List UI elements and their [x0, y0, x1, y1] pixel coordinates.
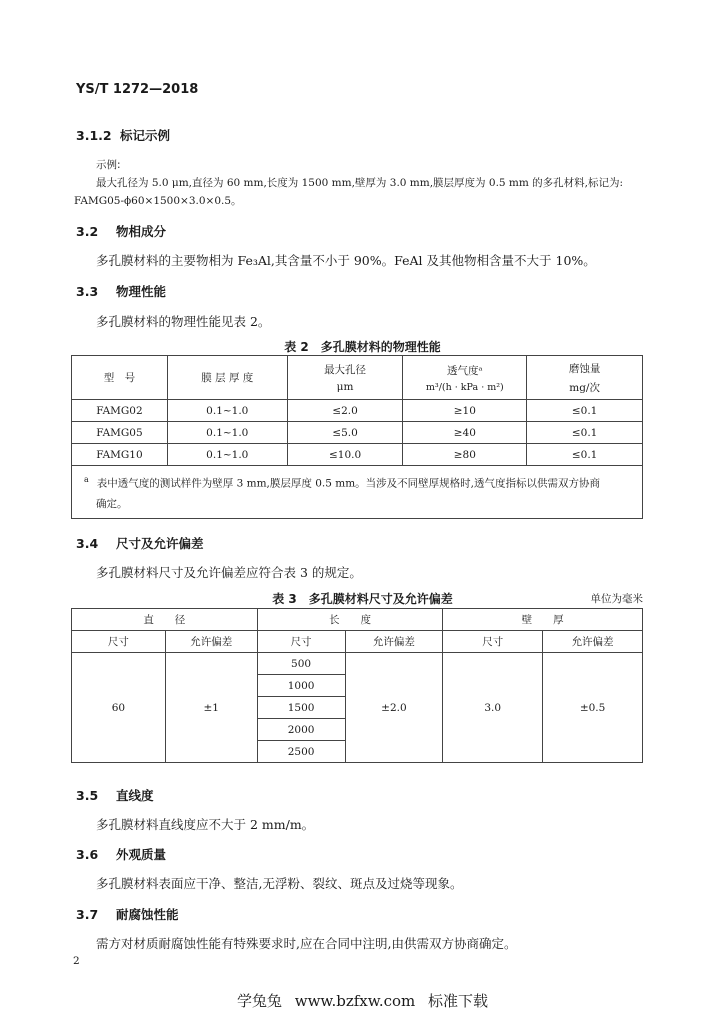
section-number: 3.3 — [76, 284, 99, 299]
subheader: 尺寸 — [443, 631, 543, 653]
cell: ≤5.0 — [287, 422, 403, 444]
cell: FAMG10 — [72, 444, 168, 466]
header-model: 型 号 — [72, 356, 168, 400]
example-line-2: FAMG05-ϕ60×1500×3.0×0.5。 — [74, 195, 242, 207]
section-title: 外观质量 — [116, 847, 167, 862]
header-max-pore-label: 最大孔径 — [324, 364, 367, 376]
subheader: 尺寸 — [257, 631, 345, 653]
section-3-5-text: 多孔膜材料直线度应不大于 2 mm/m。 — [96, 817, 315, 832]
group-diameter: 直 径 — [72, 609, 258, 631]
footer-site: 学兔兔 — [236, 992, 282, 1010]
section-3-7-heading — [76, 905, 179, 923]
header-wear-unit: mg/次 — [569, 381, 600, 394]
section-3-3-heading — [76, 282, 166, 300]
section-title: 耐腐蚀性能 — [116, 907, 179, 922]
section-title: 标记示例 — [120, 128, 171, 143]
table-2-note-row — [72, 466, 643, 519]
table-2-header-row — [72, 356, 643, 400]
cell: ≤0.1 — [527, 400, 643, 422]
note-line-1: 表中透气度的测试样件为壁厚 3 mm,膜层厚度 0.5 mm。当涉及不同壁厚规格时,透气度指标以供需双方协商 — [96, 477, 601, 490]
table-row — [72, 444, 643, 466]
table-2 — [71, 355, 643, 519]
table-3 — [71, 608, 643, 763]
subheader: 允许偏差 — [165, 631, 257, 653]
table-2-note — [72, 466, 643, 519]
header-permeability-unit: m³/(h · kPa · m²) — [425, 381, 504, 393]
group-wall: 壁 厚 — [443, 609, 643, 631]
section-3-5-heading — [76, 786, 154, 804]
length-tolerance-cell: ±2.0 — [345, 653, 443, 763]
wall-tolerance-cell: ±0.5 — [543, 653, 643, 763]
diameter-tolerance-cell: ±1 — [165, 653, 257, 763]
subheader: 尺寸 — [72, 631, 166, 653]
cell: FAMG02 — [72, 400, 168, 422]
cell: FAMG05 — [72, 422, 168, 444]
example-line-1: 最大孔径为 5.0 μm,直径为 60 mm,长度为 1500 mm,壁厚为 3.0 mm,膜层厚度为 0.5 mm 的多孔材料,标记为: — [96, 177, 624, 189]
section-3-2-text: 多孔膜材料的主要物相为 Fe₃Al,其含量不小于 90%。FeAl 及其他物相含量不大于 10%。 — [96, 253, 596, 268]
wall-cell: 3.0 — [443, 653, 543, 763]
header-max-pore-unit: μm — [336, 381, 354, 393]
section-number: 3.2 — [76, 224, 99, 239]
section-3-6-heading — [76, 845, 166, 863]
section-number: 3.1.2 — [76, 128, 112, 143]
cell: ≥80 — [403, 444, 527, 466]
note-line-2: 确定。 — [96, 497, 128, 510]
header-wear — [527, 356, 643, 400]
diameter-cell: 60 — [72, 653, 166, 763]
section-3-3-text: 多孔膜材料的物理性能见表 2。 — [96, 314, 271, 329]
subheader: 允许偏差 — [345, 631, 443, 653]
note-mark: a — [84, 475, 89, 484]
page-number: 2 — [73, 955, 80, 967]
section-3-4-text: 多孔膜材料尺寸及允许偏差应符合表 3 的规定。 — [96, 565, 362, 580]
table-row — [72, 400, 643, 422]
section-title: 尺寸及允许偏差 — [116, 536, 204, 551]
section-number: 3.5 — [76, 788, 99, 803]
length-cell: 2500 — [257, 741, 345, 763]
table-row — [72, 653, 643, 675]
cell: ≤0.1 — [527, 422, 643, 444]
header-max-pore — [287, 356, 403, 400]
header-permeability — [403, 356, 527, 400]
header-wear-label: 磨蚀量 — [568, 362, 601, 375]
table-3-unit: 单位为毫米 — [590, 593, 643, 605]
section-3-4-heading — [76, 534, 204, 552]
subheader: 允许偏差 — [543, 631, 643, 653]
cell: 0.1~1.0 — [167, 444, 287, 466]
cell: 0.1~1.0 — [167, 422, 287, 444]
section-number: 3.7 — [76, 907, 99, 922]
length-cell: 1500 — [257, 697, 345, 719]
footer-watermark — [0, 990, 725, 1011]
table-3-caption: 表 3 多孔膜材料尺寸及允许偏差 — [272, 592, 453, 606]
group-length: 长 度 — [257, 609, 443, 631]
cell: ≤10.0 — [287, 444, 403, 466]
section-number: 3.6 — [76, 847, 99, 862]
section-number: 3.4 — [76, 536, 99, 551]
cell: ≤2.0 — [287, 400, 403, 422]
section-3-1-2-heading — [76, 126, 170, 144]
standard-number: YS/T 1272—2018 — [76, 82, 199, 97]
header-permeability-label: 透气度ᵃ — [447, 364, 483, 377]
header-layer-thickness: 膜 层 厚 度 — [167, 356, 287, 400]
example-label: 示例: — [96, 159, 121, 171]
section-title: 物理性能 — [116, 284, 167, 299]
section-3-7-text: 需方对材质耐腐蚀性能有特殊要求时,应在合同中注明,由供需双方协商确定。 — [96, 936, 517, 951]
footer-url[interactable]: www.bzfxw.com — [294, 992, 416, 1010]
table-3-subheader-row — [72, 631, 643, 653]
section-title: 物相成分 — [116, 224, 167, 239]
cell: ≥40 — [403, 422, 527, 444]
table-2-caption: 表 2 多孔膜材料的物理性能 — [284, 340, 441, 354]
section-title: 直线度 — [116, 788, 154, 803]
section-3-2-heading — [76, 222, 166, 240]
table-row — [72, 422, 643, 444]
length-cell: 2000 — [257, 719, 345, 741]
cell: ≤0.1 — [527, 444, 643, 466]
section-3-6-text: 多孔膜材料表面应干净、整洁,无浮粉、裂纹、斑点及过烧等现象。 — [96, 876, 463, 891]
cell: 0.1~1.0 — [167, 400, 287, 422]
length-cell: 1000 — [257, 675, 345, 697]
length-cell: 500 — [257, 653, 345, 675]
footer-label: 标准下载 — [428, 992, 489, 1010]
cell: ≥10 — [403, 400, 527, 422]
table-3-group-row — [72, 609, 643, 631]
